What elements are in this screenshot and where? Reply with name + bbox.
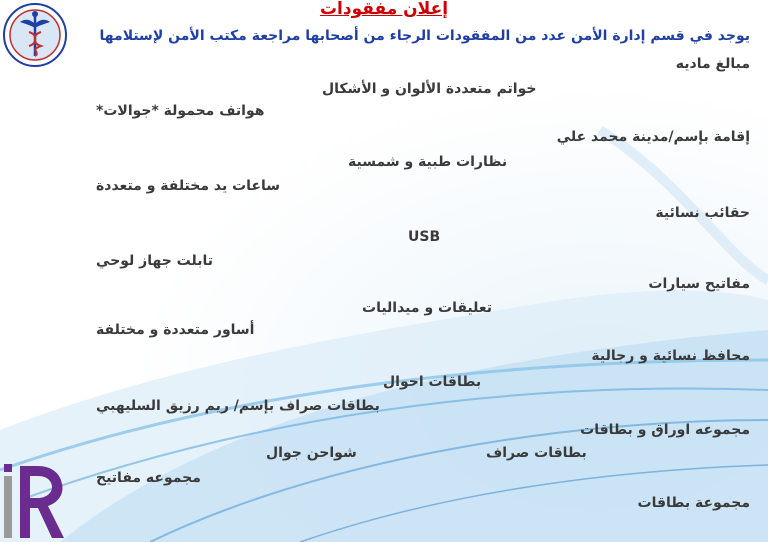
lost-item: محافظ نسائية و رجالية [591, 348, 750, 364]
lost-item: مبالغ ماديه [675, 56, 750, 72]
lost-item: تعليقات و ميداليات [362, 300, 493, 316]
lost-item: مجموعه اوراق و بطاقات [580, 422, 750, 438]
intro-text: يوجد في قسم إدارة الأمن عدد من المفقودات الرجاء من أصحابها مراجعة مكتب الأمن لإستلامها [99, 28, 750, 44]
lost-item: خواتم متعددة الألوان و الأشكال [322, 81, 537, 97]
lost-item: بطاقات صراف بإسم/ ريم رزيق السليهبي [96, 398, 380, 414]
ir-letters-logo-icon [0, 462, 70, 542]
lost-item: USB [408, 229, 441, 245]
lost-item: أساور متعددة و مختلفة [96, 322, 255, 338]
lost-item: هواتف محمولة *جوالات* [96, 103, 265, 119]
lost-item: شواحن جوال [266, 445, 357, 461]
lost-item: تابلت جهاز لوحي [96, 253, 213, 269]
page-title: إعلان مفقودات [319, 0, 449, 19]
lost-item: مجموعه مفاتيح [96, 470, 201, 486]
lost-item: مفاتيح سيارات [648, 276, 750, 292]
lost-item: مجموعة بطاقات [637, 495, 750, 511]
lost-item: بطاقات احوال [383, 374, 482, 390]
lost-item: بطاقات صراف [486, 445, 587, 461]
lost-item: ساعات يد مختلفة و متعددة [96, 178, 281, 194]
lost-item: إقامة بإسم/مدينة محمد علي [556, 129, 750, 145]
lost-item: حقائب نسائية [655, 205, 750, 221]
lost-item: نظارات طبية و شمسية [348, 154, 508, 170]
